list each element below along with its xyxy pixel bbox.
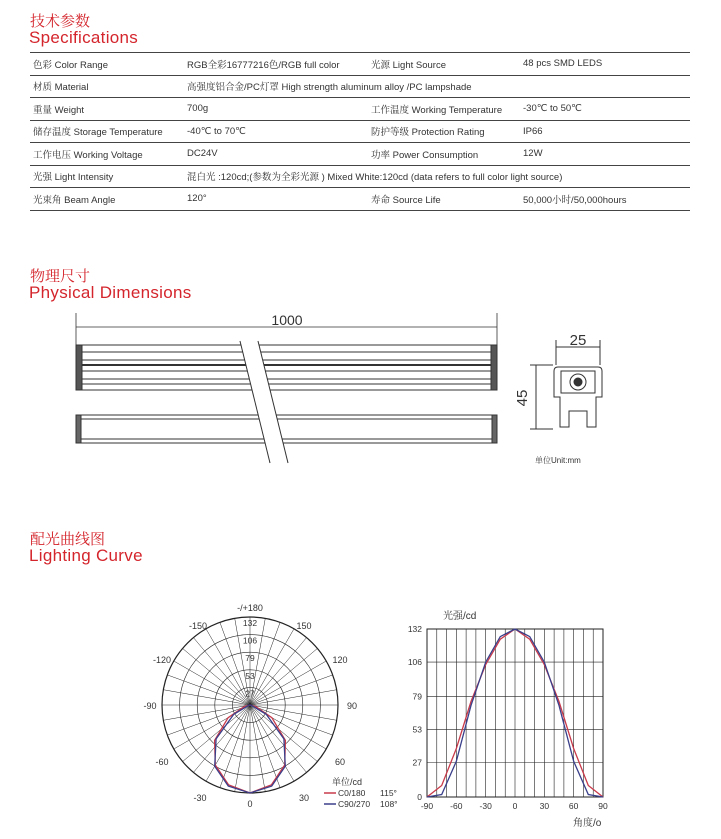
- x-tick-label: 0: [512, 801, 518, 811]
- x-tick-label: 30: [539, 801, 550, 811]
- spec-row: [30, 120, 690, 143]
- polar-angle-label: 30: [298, 793, 310, 803]
- x-axis-label: 角度/o: [573, 818, 602, 829]
- x-tick-label: -60: [450, 801, 463, 811]
- length-label: 1000: [271, 312, 303, 328]
- cartesian-chart: [395, 605, 625, 830]
- polar-unit-label: 单位/cd: [332, 777, 363, 787]
- y-tick-label: 27: [412, 757, 422, 768]
- polar-angle-label: -/+180: [237, 603, 263, 613]
- legend-name: C0/180: [338, 788, 366, 798]
- dim-title-en: Physical Dimensions: [29, 283, 192, 302]
- legend-name: C90/270: [338, 799, 371, 809]
- spec-value: 48 pcs SMD LEDS: [520, 53, 690, 76]
- break-mark: [240, 341, 288, 463]
- spec-table: [30, 52, 690, 211]
- spec-label: 色彩 Color Range: [30, 53, 184, 76]
- spec-label: 材质 Material: [30, 75, 184, 98]
- spec-value: 12W: [520, 143, 690, 166]
- side-profile: [76, 345, 497, 390]
- spec-label: 功率 Power Consumption: [368, 143, 520, 166]
- y-tick-label: 79: [412, 691, 422, 702]
- spec-row: [30, 188, 690, 211]
- spec-label: 重量 Weight: [30, 98, 184, 121]
- polar-angle-label: 150: [296, 621, 312, 631]
- spec-row: [30, 53, 690, 76]
- height-label: 45: [514, 389, 531, 407]
- polar-ring-label: 53: [245, 670, 255, 681]
- width-label: 25: [569, 332, 587, 349]
- polar-angle-label: 90: [346, 701, 358, 711]
- y-tick-label: 106: [407, 657, 422, 668]
- spec-value: IP66: [520, 120, 690, 143]
- spec-value: 高强度铝合金/PC灯罩 High strength aluminum alloy /PC lampshade: [184, 75, 690, 98]
- y-tick-label: 132: [407, 624, 422, 634]
- polar-angle-label: -150: [188, 621, 208, 631]
- dim-title-cn: 物理尺寸: [30, 268, 91, 285]
- polar-angle-label: 60: [334, 757, 346, 767]
- polar-chart: [143, 603, 398, 825]
- spec-label: 工作电压 Working Voltage: [30, 143, 184, 166]
- spec-row: [30, 75, 690, 98]
- spec-label: 工作温度 Working Temperature: [368, 98, 520, 121]
- unit-note: 单位Unit:mm: [535, 456, 581, 465]
- spec-value: 700g: [184, 98, 368, 121]
- spec-row: [30, 165, 690, 188]
- spec-label: 光强 Light Intensity: [30, 165, 184, 188]
- spec-label: 储存温度 Storage Temperature: [30, 120, 184, 143]
- spec-title-cn: 技术参数: [30, 13, 91, 30]
- spec-value: -30℃ to 50℃: [520, 98, 690, 121]
- dimension-drawing: [0, 305, 721, 465]
- x-tick-label: 90: [598, 801, 608, 811]
- polar-ring-label: 27: [245, 688, 255, 699]
- spec-label: 防护等级 Protection Rating: [368, 120, 520, 143]
- polar-angle-label: 120: [332, 655, 348, 665]
- spec-row: [30, 98, 690, 121]
- polar-angle-label: -120: [152, 655, 172, 665]
- y-tick-label: 0: [417, 792, 422, 802]
- spec-label: 光源 Light Source: [368, 53, 520, 76]
- polar-ring-label: 79: [245, 653, 255, 664]
- y-tick-label: 53: [412, 724, 422, 735]
- curve-title-cn: 配光曲线图: [30, 531, 106, 548]
- legend-beam: 115°: [380, 788, 397, 798]
- polar-angle-label: -30: [193, 793, 207, 803]
- legend-beam: 108°: [380, 799, 398, 809]
- bottom-profile: [76, 415, 497, 443]
- spec-row: [30, 143, 690, 166]
- x-tick-label: 60: [568, 801, 579, 811]
- spec-value: DC24V: [184, 143, 368, 166]
- spec-value: 混白光 :120cd;(参数为全彩光源 ) Mixed White:120cd (data refers to full color light source): [184, 165, 690, 188]
- x-tick-label: -30: [479, 801, 492, 811]
- polar-angle-label: -90: [143, 701, 157, 711]
- spec-value: -40℃ to 70℃: [184, 120, 368, 143]
- spec-label: 寿命 Source Life: [368, 188, 520, 211]
- x-tick-label: -90: [420, 801, 434, 811]
- spec-value: 50,000小时/50,000hours: [520, 188, 690, 211]
- cross-section: [530, 340, 602, 429]
- spec-value: 120°: [184, 188, 368, 211]
- polar-ring-label: 106: [242, 635, 258, 646]
- y-axis-label: 光强/cd: [443, 611, 477, 622]
- polar-angle-label: 0: [247, 799, 253, 809]
- curve-title-en: Lighting Curve: [29, 546, 143, 565]
- spec-title-en: Specifications: [29, 28, 139, 47]
- spec-value: RGB全彩16777216色/RGB full color: [184, 53, 368, 76]
- polar-angle-label: -60: [155, 757, 169, 767]
- spec-label: 光束角 Beam Angle: [30, 188, 184, 211]
- polar-ring-label: 132: [242, 618, 258, 628]
